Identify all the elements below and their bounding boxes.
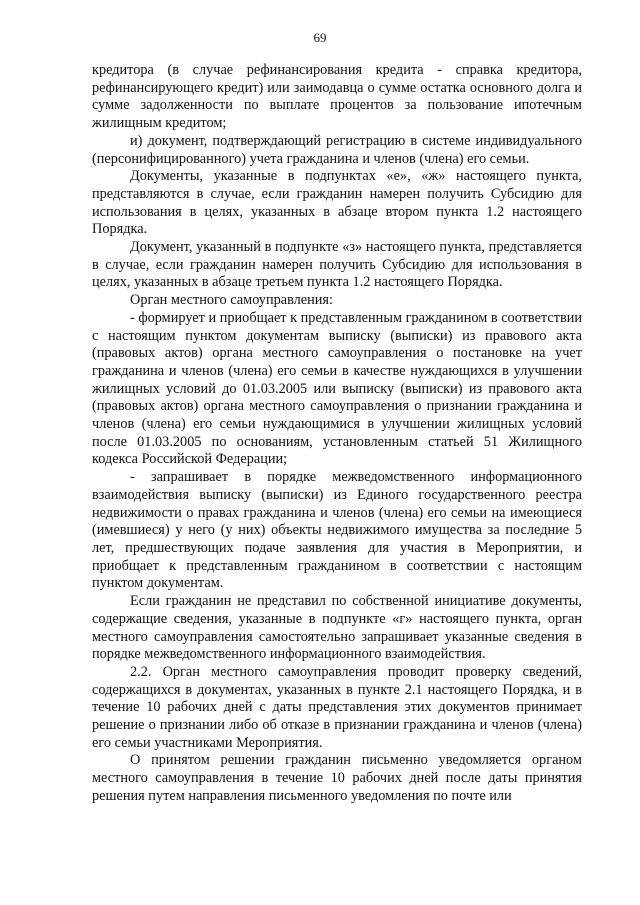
paragraph: Орган местного самоуправления: [130,292,333,309]
paragraph: и) документ, подтверждающий регистрацию в системе индивидуального (персонифицированного) учета гражданина и членов (члена) его семьи. [92,132,582,167]
paragraph: Документ, указанный в подпункте «з» настоящего пункта, представляется в случае, если гражданин намерен получить Субсидию для использования в целях, указанных в абзаце третьем пункта 1.2 настоящего Порядка. [92,239,582,291]
paragraph: Документы, указанные в подпунктах «е», «ж» настоящего пункта, представляются в случае, если гражданин намерен получить Субсидию для использования в целях, указанных в абзаце втором пункта 1.2 настоящего Порядка. [92,168,582,238]
paragraph: О принятом решении гражданин письменно уведомляется органом местного самоуправления в течение 10 рабочих дней после даты принятия решения путем направления письменного уведомления по почте или [92,752,582,804]
paragraph: - формирует и приобщает к представленным гражданином в соответствии с настоящим пунктом документам выписку (выписки) из правового акта (правовых актов) органа местного самоуправления о постановке на учет гражданина и членов (члена) его семьи в качестве нуждающихся в улучшении жилищных условий до 01.03.2005 или выписку (выписки) из правового акта (правовых актов) органа местного самоуправления о признании гражданина и членов (члена) его семьи нуждающимися в улучшении жилищных условий после 01.03.2005 по основаниям, установленным статьей 51 Жилищного кодекса Российской Федерации; [92,309,582,468]
page-number: 69 [313,30,327,45]
paragraph: Если гражданин не представил по собственной инициативе документы, содержащие сведения, указанные в подпункте «г» настоящего пункта, орган местного самоуправления самостоятельно запрашивает указанные сведения в порядке межведомственного информационного взаимодействия. [92,593,582,663]
paragraph: 2.2. Орган местного самоуправления проводит проверку сведений, содержащихся в документах, указанных в пункте 2.1 настоящего Порядка, и в течение 10 рабочих дней с даты представления этих документов принимает решение о признании либо об отказе в признании гражданина и членов (члена) его семьи участниками Мероприятия. [92,663,582,751]
document-body [92,62,582,806]
paragraph: кредитора (в случае рефинансирования кредита - справка кредитора, рефинансирующего кредит) или заимодавца о сумме остатка основного долга и сумме задолженности по выплате процентов за пользование ипотечным жилищным кредитом; [92,62,582,132]
paragraph: - запрашивает в порядке межведомственного информационного взаимодействия выписку (выписки) из Единого государственного реестра недвижимости о правах гражданина и членов (члена) его семьи на имеющиеся (имевшиеся) у него (у них) объекты недвижимого имущества за последние 5 лет, предшествующих подаче заявления для участия в Мероприятии, и приобщает к представленным гражданином в соответствии с настоящим пунктом документам. [92,469,582,592]
